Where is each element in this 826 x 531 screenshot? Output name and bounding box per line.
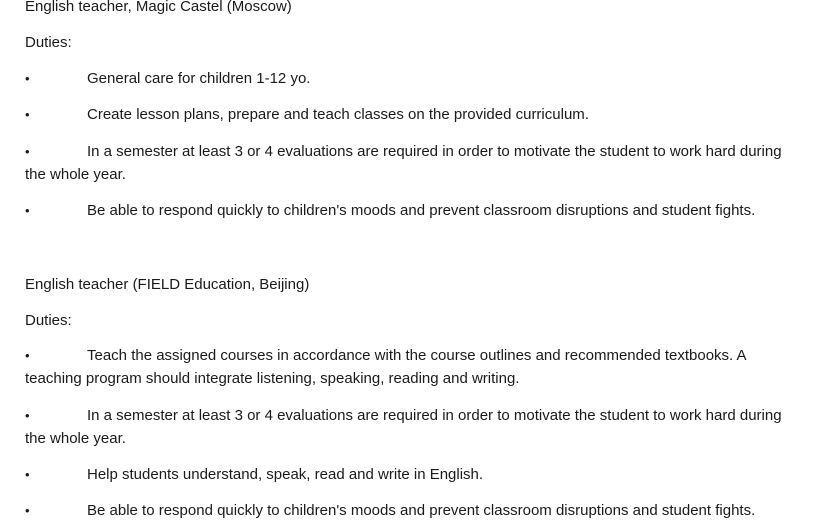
bullet-icon: • bbox=[25, 348, 30, 363]
duty-text: Create lesson plans, prepare and teach classes on the provided curriculum. bbox=[87, 106, 589, 123]
duty-item bbox=[25, 405, 805, 450]
bullet-icon: • bbox=[25, 144, 30, 159]
duty-item bbox=[25, 141, 805, 186]
bullet-icon: • bbox=[25, 71, 30, 86]
duties-label: Duties: bbox=[25, 312, 72, 329]
duty-item bbox=[25, 104, 805, 127]
duty-text: Help students understand, speak, read and write in English. bbox=[87, 466, 484, 483]
duty-text: General care for children 1-12 yo. bbox=[87, 70, 311, 87]
bullet-icon: • bbox=[25, 203, 30, 218]
duty-text: Be able to respond quickly to children's moods and prevent classroom disruptions and student fights. bbox=[87, 502, 756, 519]
duty-text: In a semester at least 3 or 4 evaluations are required in order to motivate the student to work hard during the whole year. bbox=[25, 143, 782, 183]
bullet-icon: • bbox=[25, 408, 30, 423]
duty-item bbox=[25, 68, 805, 91]
duty-item bbox=[25, 200, 805, 223]
bullet-icon: • bbox=[25, 503, 30, 518]
duty-text: In a semester at least 3 or 4 evaluations are required in order to motivate the student to work hard during the whole year. bbox=[25, 407, 782, 447]
job-title: English teacher, Magic Castel (Moscow) bbox=[25, 0, 292, 15]
duty-item bbox=[25, 345, 805, 390]
duty-item bbox=[25, 500, 805, 523]
duty-item bbox=[25, 464, 805, 487]
bullet-icon: • bbox=[25, 467, 30, 482]
duties-label: Duties: bbox=[25, 34, 72, 51]
bullet-icon: • bbox=[25, 107, 30, 122]
duty-text: Teach the assigned courses in accordance with the course outlines and recommended textbooks. A teaching program should integrate listening, speaking, reading and writing. bbox=[25, 347, 746, 387]
job-title: English teacher (FIELD Education, Beijing) bbox=[25, 276, 310, 293]
duty-text: Be able to respond quickly to children's moods and prevent classroom disruptions and student fights. bbox=[87, 202, 756, 219]
